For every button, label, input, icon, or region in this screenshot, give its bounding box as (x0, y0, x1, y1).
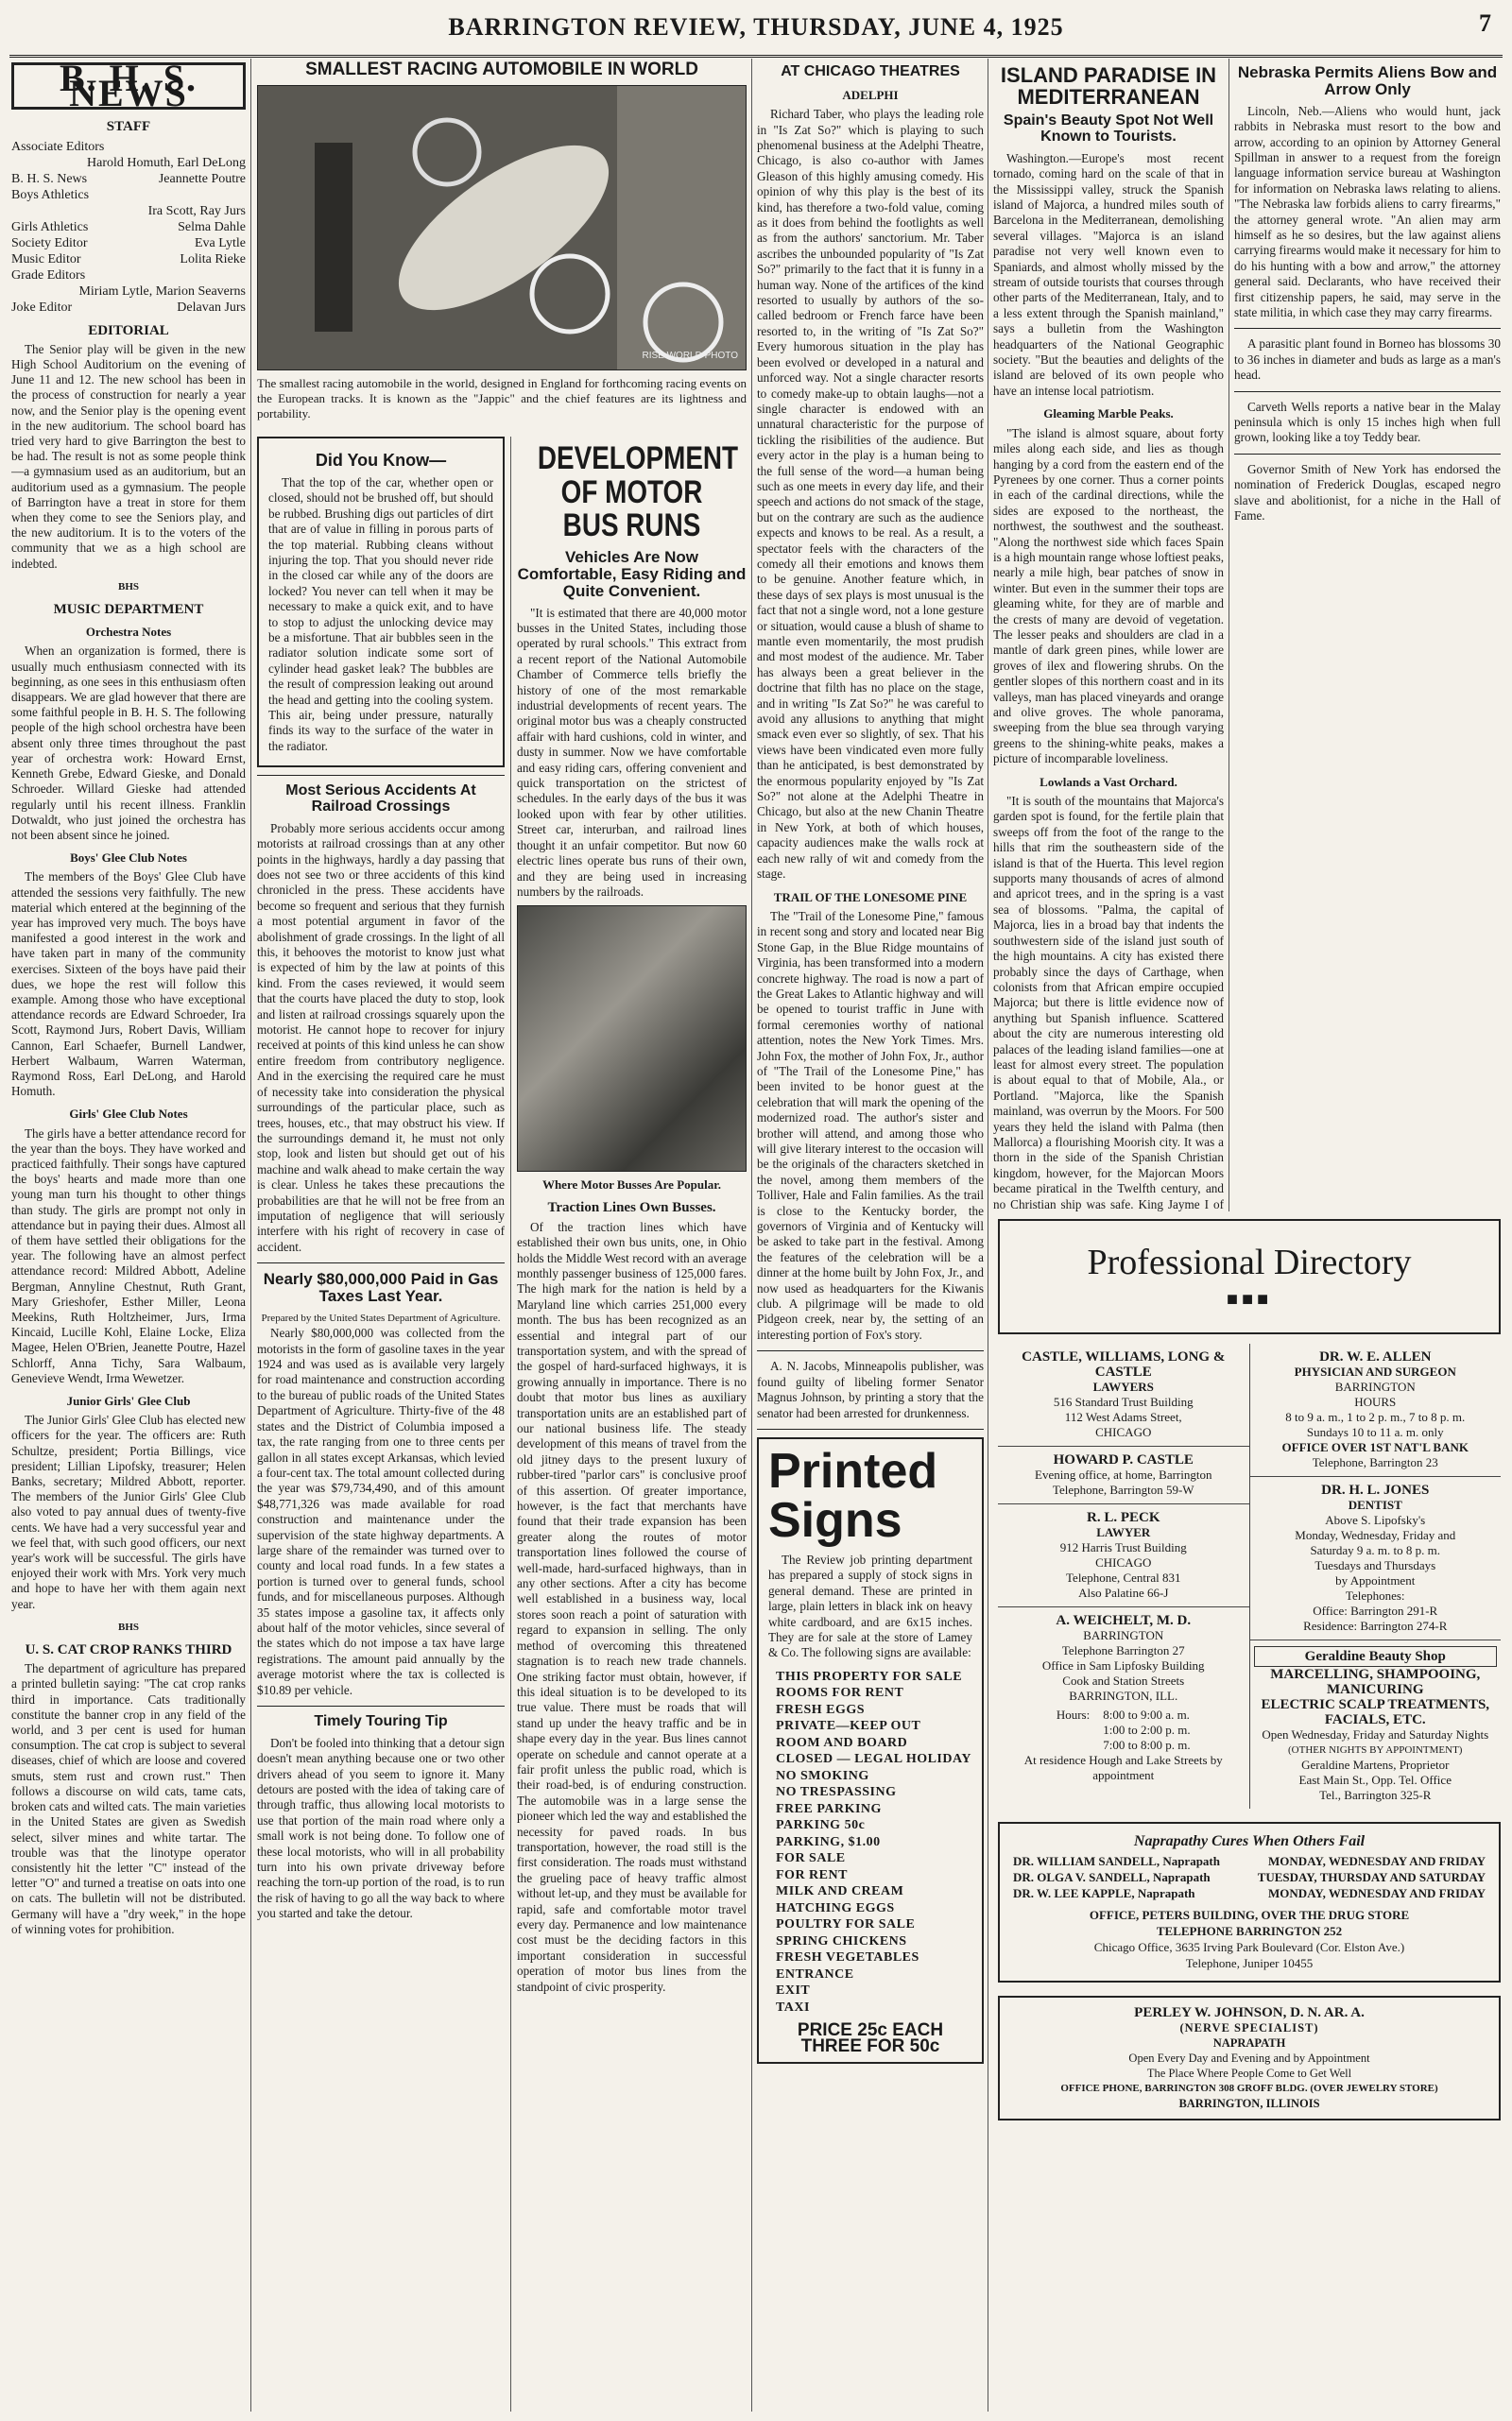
signs-price: PRICE 25c EACH (797, 2020, 944, 2041)
junior-glee-heading: Junior Girls' Glee Club (66, 1394, 191, 1409)
signs-list-item: ROOM AND BOARD (776, 1735, 908, 1750)
card-allen: DR. W. E. ALLEN PHYSICIAN AND SURGEON BARRINGTON HOURS 8 to 9 a. m., 1 to 2 p. m., 7 to 8 p. m. Sundays 10 to 11 a. m. only OFFICE OVER 1ST NAT'L BANK Telephone, Barrington 23 (1250, 1344, 1502, 1477)
gas-tax-source: Prepared by the United States Department of Agriculture. (261, 1312, 501, 1324)
junior-glee-text: The Junior Girls' Glee Club has elected new officers for the year. The officers are: Ruth Schultze, president; Portia Billings, vice president; Lillian Lipofsky, treasurer; Helen Banks, secretary; Mildred Abbott, reporter. The members of the Junior Girls' Glee Club also voted to pay annual dues of twenty-five cents. We have had a very successful year and we feel that, with such good officers, our next year's work will be successful. The girls have enjoyed their work with Mrs. York very much and hope to have her with them again next year. (11, 1413, 246, 1611)
touring-tip-text: Don't be fooled into thinking that a detour sign doesn't mean anything because one or two other drivers ahead of you seem to ignore it. Many detours are posted with the idea of taking care of through traffic, thus allowing local motorists to use that portion of the main road where only a small work is not being done. To follow one of these local motorists, who will in all probability turn into his own private driveway before reaching the torn-up portion of the road, is to run the risk of having to go all the way back to where you started and take the detour. (257, 1735, 505, 1921)
signs-list-item: NO TRESPASSING (776, 1785, 897, 1800)
staff-row: Society Editor Eva Lytle (11, 235, 246, 250)
staff-row: Ira Scott, Ray Jurs (147, 203, 246, 218)
masthead-title: BARRINGTON REVIEW, THURSDAY, JUNE 4, 1925 (448, 13, 1064, 41)
marble-text: "The island is almost square, about forty miles along each side, and lies as though hanging by a cord from the eastern end of the Pyrenees by one corner. Thus a corner points in each of the cardinal directions, while the sides are exposed to the northeast, the northwest, the southwest and the southeast. "Along the northwest side which faces Spain is a high mountain range whose loftiest peaks, nearly a mile high, bear patches of snow in winter. But even in the summer their tops are gleaming white, for they are of marble and the crests of many are devoid of vegetation. The lesser peaks and shoulders are clad in a mantle of dark green pines, while lower are groves of ilex and flowering shrubs. On the gentler slopes of this northern coast and in its valleys, man has placed vineyards and orange and olive groves. The whole panorama, sweeping from the blue sea through varying greens to the shining-white peaks, makes a picture of incomparable loveliness. (993, 425, 1224, 766)
directory-left (998, 1344, 1250, 1809)
touring-tip-heading: Timely Touring Tip (314, 1713, 448, 1730)
signs-list-item: FOR RENT (776, 1867, 848, 1882)
card-howard-castle: HOWARD P. CASTLE Evening office, at home, Barrington Telephone, Barrington 59-W (998, 1447, 1249, 1504)
racing-heading: SMALLEST RACING AUTOMOBILE IN WORLD (305, 60, 698, 79)
bus-caption: Where Motor Busses Are Popular. (541, 1177, 722, 1193)
printed-signs-heading: Printed Signs (768, 1443, 938, 1548)
adelphi-text: Richard Taber, who plays the leading role in "Is Zat So?" which is playing to such phenomenal business at the Adelphi Theatre, Chicago, is also co-author with James Gleason of this highly amusing comedy. His opinion of why this play is the best of its kind, has therefore a two-fold value, coming as it does from behind the footlights as well as from the authors' sanctorium. Mr. Taber ascribes the unbounded popularity of "Is Zat So?" primarily to the fact that it is funny in a human way. None of the artifices of the kind resorted to usually by authors of the so-called bedroom or French farce have been resorted to, in the writing of "Is Zat So?" Every humorous situation in the play has been evolved or developed in a natural and unforced way. Not a single character resorts to comedy make-up to obtain laughs—not a single character is endowed with an unnatural characteristic for the purpose of tickling the risibilities of the audience. But every actor in the play is a human being to the full sense of the word—a human being such as one meets in every day life, and their speech and actions do not smack of the stage, but on the contrary are such as the audience expects and knows to be real. As a result, a spectator feels with the characters of the comedy all their emotions and knows them to be genuine. Another feature which, in these days of sex plays is most unusual is the fact that not a single word, not a lone gesture or situation, would cause a blush of shame to mantle even momentarily, the most prudish and most modest of the audience. Mr. Taber has always been a great believer in the doctrine that filth has no place on the stage, and in writing "Is Zat So?" he was careful to avoid any allusions to anything that might smack even ever so slightly, of sex. That his views have been vindicated even more fully than he anticipated, is best demonstrated by the enormous popularity enjoyed by "Is Zat So?" not alone at the Adelphi Theatre in Chicago, but also at the new Chanin Theatre in New York, at both of which houses, capacity audiences make the walls rock at each new rally of wit and comedy from the stage. (757, 107, 984, 882)
nebraska-heading: Nebraska Permits Aliens Bow and Arrow Only (1237, 63, 1498, 98)
bus-text-2: Of the traction lines which have established their own bus units, one, in Ohio holds the Middle West record with an average monthly passenger business of 125,000 fares. The high mark for the nation is held by a Maryland line which carries 251,000 every month. The bus has been recognized as an essential and integral part of our transportation system, and with the spread of the gospel of hard-surfaced highways, it is growing annually in importance. There is no doubt that motor bus lines as auxiliary transportation units are an established part of our national business life. The steady development of this means of travel from the old jitney days to the present luxury of rubber-tired "parlor cars" is conclusive proof of this assertion. Of greater importance, however, is the fact that merchants have found that their trade expansion has been greater along the routes of motor transportation lines followed the course of well-made, hard-surfaced highways, than in any other sections. After a city has become well established in a business way, local stores soon reach a point of saturation with regard to expansion in selling. The only method of overcoming this threatened stagnation is to reach new trade channels. One striking factor must obtain, however, if this ideal situation is to be developed to its true value. There must be roads that will stand up under the heavy traffic and be in shape every day in the year. Bus lines cannot operate on schedule and cannot operate at a fair profit unless the public road, which is their road-bed, is of enduring construction. The automobile was in a large sense the pioneer which led the way and established the necessity for paved roads. In bus transportation, however, the road still is the first consideration. The roads must withstand the grueling pace of heavy traffic almost without let-up, and they must be available for rapid, safe and comfortable motor travel every day. Permanence and low maintenance cost must be the deciding factors in this important consideration in successful operation of motor bus lines from the standpoint of civic prosperity. (517, 1219, 747, 1994)
plant-text: A parasitic plant found in Borneo has blossoms 30 to 36 inches in diameter and buds as large as a man's head. (1234, 336, 1501, 383)
accidents-heading: Most Serious Accidents At Railroad Crossings (285, 782, 476, 815)
orchestra-heading: Orchestra Notes (85, 625, 172, 640)
column-bhs-news (11, 59, 246, 2412)
bhs-divider: BHS (117, 1621, 139, 1633)
racing-car-illustration (258, 86, 746, 369)
signs-list (776, 1669, 972, 2017)
editorial-text: The Senior play will be given in the new High School Auditorium on the evening of June 11 and 12. The new school has been in the process of construction for nearly a year now, and the Senior play is the opening event in the new auditorium. The school board has tried very hard to give Barrington the best to be had. The result is not as some people think—a gymnasium used as an auditorium, but an auditorium used as a gymnasium. The people of Barrington have a treat in store for them when they come to see the Seniors play, and the new auditorium. It is to the voters of the community that we as a high school are indebted. (11, 341, 246, 571)
signs-list-item: CLOSED — LEGAL HOLIDAY (776, 1752, 971, 1767)
masthead (9, 0, 1503, 58)
island-heading: ISLAND PARADISE IN MEDITERRANEAN (1000, 63, 1217, 110)
card-peck: R. L. PECK LAWYER 912 Harris Trust Building CHICAGO Telephone, Central 831 Also Palatine 66-J (998, 1504, 1249, 1607)
signs-list-item: FOR SALE (776, 1851, 846, 1866)
music-heading: MUSIC DEPARTMENT (53, 602, 204, 618)
cat-crop-text: The department of agriculture has prepared a printed bulletin saying: "The cat crop ranks third in importance. Cats traditionally constitute the banner crop in any field of the world, and 3 per cent is used for human consumption. The cat crop is subject to several diseases, chief of which are loose and covered smuts, stem rust and crown rust." Then follows a discourse on wild cats, tame cats, broken cats and wilted cats. The main varieties in the United States are given as Swedish select, silver mines and white tartar. The trouble was that the linotype operator consistently hit the letter "C" instead of the letter "O" and turned a treatise on oats into one on cats. The bulletin will not be distributed. Germany will have a "dry week," in the hope of winning votes for prohibition. (11, 1661, 246, 1936)
directory-right (1250, 1344, 1502, 1809)
directory-title: Professional Directory (1087, 1243, 1412, 1282)
staff-list (11, 139, 246, 316)
cat-crop-heading: U. S. CAT CROP RANKS THIRD (25, 1642, 232, 1658)
gas-tax-text: Nearly $80,000,000 was collected from the motorists in the form of gasoline taxes in the year 1924 and was used as is available very largely for road maintenance and construction according to the bureau of public roads of the United States Department of Agriculture. Thirty-five of the 48 states and the District of Columbia imposed a tax, the rate ranging from one to three cents per gallon in all states except Arkansas, which levied a four-cent tax. The total amount collected during the year was $79,734,490, and of this amount $48,771,326 was made available for road construction and maintenance under the supervision of the state highway departments. A large share of the remainder was turned over to county and local road funds. In a few states a portion is turned over to general funds, school funds, and for miscellaneous purposes. Although 35 states impose a gasoline tax, it affects only about half of the motor vehicles, since several of the states which do not impose a tax have large registrations. The amount paid annually by the average motorist where the tax is collected is $10.89 per vehicle. (257, 1326, 505, 1697)
signs-list-item: SPRING CHICKENS (776, 1933, 907, 1949)
girls-glee-heading: Girls' Glee Club Notes (69, 1107, 188, 1122)
page-number: 7 (1479, 9, 1491, 37)
marble-heading: Gleaming Marble Peaks. (1043, 406, 1174, 421)
orchard-text: "It is south of the mountains that Majorca's garden spot is found, for the fertile plain that sweeps off from the foot of the range to the hills that rim the southeastern side of the island is that of the Huerta. This level region supports many thousands of acres of almond and apricot trees, and in the spring is a vast sea of blossoms. "Palma, the capital of Majorca, lies in a broad bay that indents the southwestern side of the island just south of the high mountains. A city has existed there probably since the days of Carthage, when colonists from that African empire occupied Majorca; but there is little evidence now of anything but Spanish influence. Scattered about the city are numerous interesting old palaces of the leading island families—one at least for almost every street. The population is about equal to that of Mobile, Ala., or Portland. "Majorca, like the Spanish mainland, was overrun by the Moors. For 500 years they held the island with Palma (then Mallorca) a flourishing Moorish city. It was a thorn in the side of the Spanish Christian kingdom, however, for the Majorcan Moors became piratical in the Twelfth century, and no Christian ship was safe. King Jayme I of (993, 794, 1224, 1211)
racing-feature (257, 59, 747, 432)
wells-text: Carveth Wells reports a native bear in the Malay peninsula which is only 15 inches high when full grown, looking like a toy Teddy bear. (1234, 399, 1501, 445)
orchard-heading: Lowlands a Vast Orchard. (1040, 774, 1177, 789)
naprapathy-ad: Naprapathy Cures When Others Fail DR. WILLIAM SANDELL, Naprapath MONDAY, WEDNESDAY AND FRIDAY DR. OLGA V. SANDELL, Naprapath TUESDAY, THURSDAY AND SATURDAY DR. W. LEE KAPPLE, Naprapath MONDAY, WEDNESDAY AND FRIDAY OFFICE, PETERS BUILDING, OVER THE DRUG STORE TELEPHONE BARRINGTON 252 Chicago Office, 3635 Irving Park Boulevard (Cor. Elston Ave.) Telephone, Juniper 10455 (998, 1822, 1501, 1983)
directory-ornament: ■■■ (1226, 1289, 1273, 1310)
professional-directory (998, 1219, 1501, 2410)
printed-signs-intro: The Review job printing department has prepared a supply of stock signs in general demand. These are printed in large, plain letters in black ink on heavy white cardboard, and are 6x15 inches. They are for sale at the store of Lamey & Co. The following signs are available: (768, 1552, 972, 1660)
girls-glee-text: The girls have a better attendance record for the year than the boys. They have worked and practiced faithfully. Their songs have captured the boys' hearts and made more than one young man turn his thought to other things than study. The girls are prompt not only in attendance but in paying their dues. Almost all of them have settled their obligations for the year. The following have an almost perfect attendance record: Mildred Abbott, Adeline Bergman, Annyline Chestnut, Ruth Grant, Mary Grieshofer, Esther Miller, Leona Meekins, Ruth Holtzheimer, Jurs, Irma Kincaid, Lucille Kohl, Elaine Locke, Eliza Magee, Helen O'Brien, Jeanette Poutre, Hazel Schlorff, Anna Tichy, Sara Walbaum, Genevieve Wendt, Irma Wewetzer. (11, 1125, 246, 1385)
bhs-news-nameplate: B. H. S. NEWS (11, 62, 246, 110)
signs-list-item: EXIT (776, 1983, 811, 1999)
signs-list-item: FRESH EGGS (776, 1702, 866, 1717)
signs-list-item: HATCHING EGGS (776, 1900, 895, 1915)
staff-row: Music Editor Lolita Rieke (11, 251, 246, 266)
column-rule (250, 59, 251, 2412)
theatres-heading: AT CHICAGO THEATRES (781, 63, 960, 79)
did-you-know-heading: Did You Know— (315, 451, 447, 470)
staff-heading: STAFF (106, 119, 151, 135)
did-you-know-box (257, 437, 505, 767)
signs-list-item: FRESH VEGETABLES (776, 1950, 919, 1966)
bus-street-photo (517, 905, 747, 1172)
signs-list-item: ROOMS FOR RENT (776, 1686, 904, 1701)
card-jones: DR. H. L. JONES DENTIST Above S. Lipofsky's Monday, Wednesday, Friday and Saturday 9 a. m. to 8 p. m. Tuesdays and Thursdays by Appointment Telephones: Office: Barrington 291-R Residence: Barrington 274-R (1250, 1477, 1502, 1640)
staff-row: Boys Athletics (11, 187, 90, 202)
column-rule (751, 59, 752, 2412)
staff-row: B. H. S. News Jeannette Poutre (11, 171, 246, 186)
bus-heading: DEVELOPMENT OF MOTOR BUS RUNS (537, 440, 739, 544)
staff-row: Girls Athletics Selma Dahle (11, 219, 246, 234)
signs-list-item: ENTRANCE (776, 1966, 854, 1982)
directory-grid (998, 1344, 1501, 1809)
staff-row: Harold Homuth, Earl DeLong (87, 155, 246, 170)
signs-list-item: FREE PARKING (776, 1801, 882, 1816)
column-rule (1228, 59, 1229, 1211)
orchestra-text: When an organization is formed, there is usually much enthusiasm connected with its beginning, as one sees in this enthusiasm often disappears. We are glad however that there are some faithful people in B. H. S. The following people of the high school orchestra have been absent only three times throughout the past year of orchestra work: Howard Ernst, Kenneth Grebe, Edward Gieske, and Donald Schroeder. Willard Gieske had attended regularly until his recent illness. Franklin Dotwaldt, who just joined the orchestra has not been absent since he joined. (11, 644, 246, 842)
bus-text-1: "It is estimated that there are 40,000 motor busses in the United States, including those operated by rural schools." This extract from a recent report of the National Automobile Chamber of Commerce tells briefly the history of one of the most remarkable industrial developments of recent years. The original motor bus was a cheaply constructed affair with hard cushions, cold in winter, and dusty in summer. Now we have comfortable and easy riding cars, offering convenient and quick transportation on the strictest of schedules. In the early days of the bus it was looked upon with fear by other utilities. Street car, interurban, and railroad lines thought it an unfair competitor. But now 60 electric lines operate bus runs of their own, and they are being used in increasing numbers by the railroads. (517, 605, 747, 899)
gas-tax-heading: Nearly $80,000,000 Paid in Gas Taxes Last Year. (263, 1270, 499, 1306)
jacobs-text: A. N. Jacobs, Minneapolis publisher, was found guilty of libeling former Senator Magnus Johnson, by printing a story that the senator had been arrested for drunkenness. (757, 1359, 984, 1420)
card-castle-williams: CASTLE, WILLIAMS, LONG & CASTLE LAWYERS 516 Standard Trust Building 112 West Adams Street, CHICAGO (998, 1344, 1249, 1447)
trail-heading: TRAIL OF THE LONESOME PINE (773, 889, 968, 904)
signs-list-item: THIS PROPERTY FOR SALE (776, 1669, 963, 1684)
trail-text: The "Trail of the Lonesome Pine," famous in recent song and story and located near Big Stone Gap, in the Blue Ridge mountains of Virginia, has been transformed into a modern concrete highway. The road is now a part of the Great Lakes to Atlantic highway and will be opened to tourist traffic in June with formal ceremonies worthy of national attention, notes the New York Times. Mrs. John Fox, the mother of John Fox, Jr., author of "The Trail of the Lonesome Pine," has been invited to be honor guest at the celebration that will mark the opening of the modernized road. The author's sister and brother will attend, and among those who will give literary interest to the occasion will be the originals of the characters sketched in the novel, among them members of the Tolliver, Hale and Falin families. As the trail is close to the Kentucky border, the governors of Virginia and of Kentucky will be asked to take part in the festival. Among the features of the celebration will be a dinner at the home built by John Fox, Jr., and now used as headquarters for the Kiwanis club. A pilgrimage will be made to old Pidgeon creek, near by, the setting of an interesting portion of Fox's story. (757, 908, 984, 1342)
racing-car-photo (257, 85, 747, 370)
column-majorca (993, 59, 1224, 1211)
signs-price-bulk: THREE FOR 50c (800, 2035, 940, 2056)
signs-list-item: NO SMOKING (776, 1768, 869, 1783)
column-motor-bus (517, 437, 747, 2412)
island-text: Washington.—Europe's most recent tornado, coming hard on the scale of that in the Mississippi valley, struck the Spanish island of Majorca, a hundred miles south of Barcelona in the Mediterranean, demolishing several villages. "Majorca is an island paradise not very well known even to Spaniards, and almost wholly missed by the stream of outside tourists that courses through other parts of the Mediterranean, Italy, and to a less extent through the Spanish mainland," says a bulletin from the Washington headquarters of the National Geographic society. "But the beauties and delights of the island are beloved of its own people who have an intense local patriotism. (993, 150, 1224, 398)
column-nebraska (1234, 59, 1501, 1211)
signs-list-item: PARKING, $1.00 (776, 1834, 881, 1849)
signs-list-item: PRIVATE—KEEP OUT (776, 1719, 921, 1734)
signs-list-item: MILK AND CREAM (776, 1884, 904, 1899)
editorial-heading: EDITORIAL (88, 322, 169, 338)
column-rule (510, 437, 511, 2412)
staff-row: Grade Editors (11, 267, 86, 283)
traction-heading: Traction Lines Own Busses. (547, 1200, 716, 1216)
column-theatres (757, 59, 984, 2412)
card-weichelt: A. WEICHELT, M. D. BARRINGTON Telephone Barrington 27 Office in Sam Lipfosky Building Cook and Station Streets BARRINGTON, ILL. Hours: 8:00 to 9:00 a. m. 1:00 to 2:00 p. m. 7:00 to 8:00 p. m. At residence Hough and Lake Streets by appointment (1023, 1613, 1223, 1782)
bus-subhead: Vehicles Are Now Comfortable, Easy Riding and Quite Convenient. (517, 548, 747, 600)
racing-caption: The smallest racing automobile in the world, designed in England for forthcoming racing events on the European tracks. It is known as the "Jappic" and the chief features are its lightness and portability. (257, 375, 747, 421)
boys-glee-text: The members of the Boys' Glee Club have attended the sessions very faithfully. The new material which entered at the beginning of the year has improved very much. The boys have manifested a good interest in the work and have taken part in many of the community exercises. Sixteen of the boys have paid their dues, we hope the rest will follow this example. Among those who have exceptional attendance records are Edward Schroeder, Ira Scott, Raymond Jurs, Robert Davis, William Cannon, Earl Schaefer, Burnell Landwer, Herbert Walbaum, Warren Waterman, Raymond Ross, Earl DeLong, and Harold Homuth. (11, 869, 246, 1099)
column-motoring (257, 437, 505, 2412)
boys-glee-heading: Boys' Glee Club Notes (70, 850, 187, 866)
accidents-text: Probably more serious accidents occur among motorists at railroad crossings than at any other points in the highways, hardly a day passing that does not see two or three accidents of this kind chronicled in the press. These accidents have become so frequent and serious that they furnish a most potential argument in favor of the abolishment of grade crossings. In the light of all this, it behooves the motorist to know just what is expected of him by the law at points of this kind. From the cases reviewed, it would seem that the courts have placed the duty to stop, look and listen at railroad crossings squarely upon the motorist. He cannot hope to recover for injury received at points of this kind unless he can show entire freedom from contributory negligence. And in the exercising the required care he must of necessity take into consideration the physical surroundings of the particular place, such as trees, houses, etc., that may obstruct his view. If the surroundings demand it, he must not only stop, look and listen but should get out of his machine and walk ahead to make certain the way is clear. Unless he takes these precautions the probabilities are that he will not be free from an imputation of negligence that will seriously interfere with his right of recovery in case of accident. (257, 820, 505, 1254)
johnson-ad: PERLEY W. JOHNSON, D. N. AR. A. (NERVE SPECIALIST) NAPRAPATH Open Every Day and Evening and by Appointment The Place Where People Come to Get Well OFFICE PHONE, BARRINGTON 308 GROFF BLDG. (OVER JEWELRY STORE) BARRINGTON, ILLINOIS (998, 1996, 1501, 2121)
directory-banner (998, 1219, 1501, 1334)
printed-signs-ad (757, 1437, 984, 2064)
photo-credit: RISE WORLD PHOTO (642, 350, 738, 361)
signs-list-item: TAXI (776, 2000, 810, 2015)
nebraska-text: Lincoln, Neb.—Aliens who would hunt, jack rabbits in Nebraska must resort to the bow and arrow, according to an opinion by Attorney General Spillman in answer to a request from the foreign language information service bureau at Washington for information on Nebraska laws relating to aliens. "The Nebraska law forbids aliens to carry firearms," the attorney general wrote. "An alien may arm himself as he so desires, but the law against aliens carrying firearms would make it necessary for him to do his hunting with a bow and arrow," the attorney general said. Declarants, who have received their first citizenship papers, he said, may serve in the state militia, in which case they may carry firearms. (1234, 103, 1501, 319)
did-you-know-text: That the top of the car, whether open or closed, should not be brushed off, but should be rubbed. Brushing digs out particles of dirt that are of value in filling in porous parts of the top material. Rubbing cleans without injuring the top. That you should never ride in the closed car while any of the doors are locked? You never can tell when it may be necessary to make a quick exit, and to have to stop to adjust the unlocking device may be a misfortune. That air bubbles seen in the radiator solution indicate some sort of cylinder head gasket leak? The bubbles are the result of compression leaking out around the head and getting into the cooling system. This air, being under pressure, naturally finds its way to the surface of the water in the radiator. (268, 474, 493, 753)
card-geraldine: Geraldine Beauty Shop MARCELLING, SHAMPOOING, MANICURING ELECTRIC SCALP TREATMENTS, FACIALS, ETC. Open Wednesday, Friday and Saturday Nights (OTHER NIGHTS BY APPOINTMENT) Geraldine Martens, Proprietor East Main St., Opp. Tel. Office Tel., Barrington 325-R (1250, 1640, 1502, 1809)
staff-row: Associate Editors (11, 139, 105, 154)
island-subhead: Spain's Beauty Spot Not Well Known to Tourists. (1003, 112, 1214, 145)
adelphi-heading: ADELPHI (842, 87, 899, 102)
signs-list-item: PARKING 50c (776, 1818, 866, 1833)
bhs-divider: BHS (117, 580, 139, 592)
staff-row: Miriam Lytle, Marion Seaverns (78, 283, 246, 299)
signs-list-item: POULTRY FOR SALE (776, 1917, 916, 1932)
staff-row: Joke Editor Delavan Jurs (11, 300, 246, 315)
smith-text: Governor Smith of New York has endorsed the nomination of Frederick Douglas, escaped negro slave and abolitionist, for a niche in the Hall of Fame. (1234, 461, 1501, 524)
